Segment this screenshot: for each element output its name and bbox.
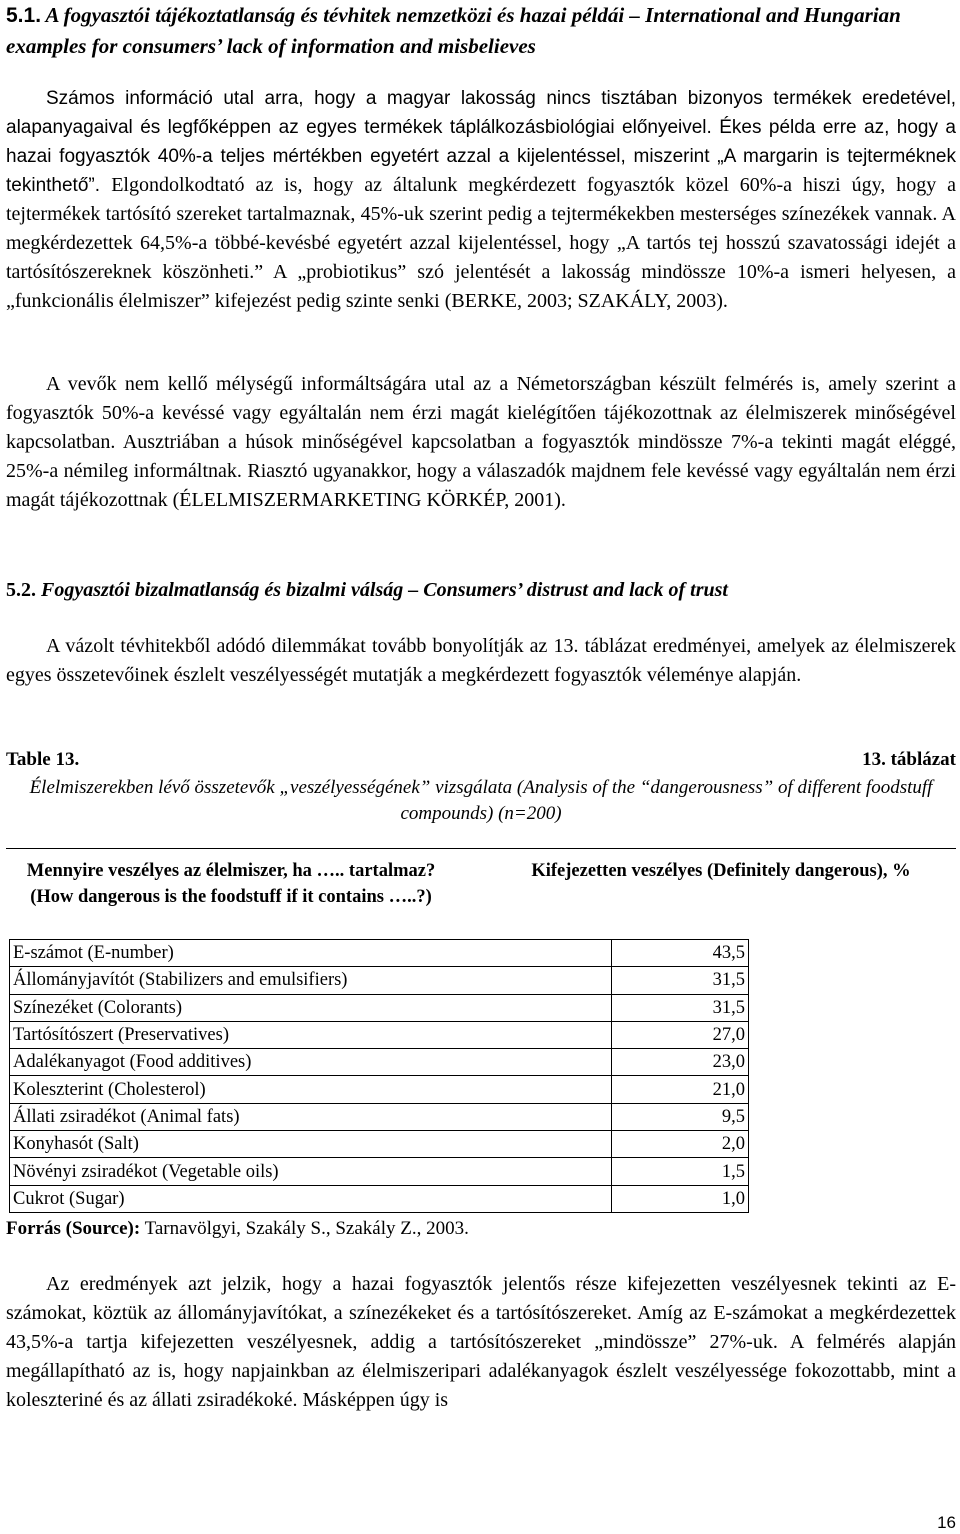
table-cell-value: 31,5 — [612, 994, 749, 1021]
table-row — [10, 1185, 749, 1212]
table-cell-item: Koleszterint (Cholesterol) — [10, 1076, 612, 1103]
table-cell-item: Növényi zsiradékot (Vegetable oils) — [10, 1158, 612, 1185]
table-cell-value: 2,0 — [612, 1131, 749, 1158]
section-heading-5-2 — [6, 576, 956, 604]
table-label-en: Table 13. — [6, 749, 80, 770]
source-label: Forrás (Source): — [6, 1218, 141, 1239]
table-row — [10, 1158, 749, 1185]
source-text: Tarnavölgyi, Szakály S., Szakály Z., 2003. — [140, 1218, 469, 1239]
table-caption: Élelmiszerekben lévő összetevők „veszélyességének” vizsgálata (Analysis of the “dangerousness” of different foodstuff compounds) (n=200) — [29, 777, 933, 824]
section-title: Fogyasztói bizalmatlanság és bizalmi válság – Consumers’ distrust and lack of trust — [41, 579, 728, 601]
table-label-hu: 13. táblázat — [862, 749, 956, 770]
page-number: 16 — [937, 1513, 956, 1532]
paragraph-3-text: A vázolt tévhitekből adódó dilemmákat tovább bonyolítják az 13. táblázat eredményei, amelyek az élelmiszerek egyes összetevőinek észlelt veszélyességét mutatják a megkérdezett fogyasztók véleménye alapján. — [6, 635, 956, 686]
paragraph-2 — [6, 370, 956, 515]
table-row — [10, 1076, 749, 1103]
table-row — [10, 1103, 749, 1130]
table-cell-item: Tartósítószert (Preservatives) — [10, 1021, 612, 1048]
table-cell-value: 1,0 — [612, 1185, 749, 1212]
table-header-left: Mennyire veszélyes az élelmiszer, ha ….. tartalmaz? (How dangerous is the foodstuff if it contains …..?) — [26, 861, 436, 907]
paragraph-4-text: Az eredmények azt jelzik, hogy a hazai fogyasztók jelentős része kifejezetten veszélyesnek tekinti az E-számokat, köztük az állományjavítókat, a színezékeket és a tartósítószereket. Amíg az E-számokat a megkérdezettek 43,5%-a tartja kifejezetten veszélyesnek, addig a tartósítószereket „mindössze” 27%-uk. A felmérés alapján megállapítható az is, hogy napjainkban az élelmiszeripari adalékanyagok észlelt veszélyessége fokozottabb, mint a koleszteriné és az állati zsiradékoké. Másképpen úgy is — [6, 1273, 956, 1411]
table-cell-value: 21,0 — [612, 1076, 749, 1103]
table-cell-item: Állományjavítót (Stabilizers and emulsifiers) — [10, 967, 612, 994]
table-cell-value: 23,0 — [612, 1049, 749, 1076]
paragraph-3 — [6, 632, 956, 690]
table-cell-value: 31,5 — [612, 967, 749, 994]
table-top-rule — [6, 848, 956, 849]
paragraph-4 — [6, 1270, 956, 1415]
section-number: 5.2. — [6, 579, 36, 601]
table-cell-value: 9,5 — [612, 1103, 749, 1130]
table-cell-item: Adalékanyagot (Food additives) — [10, 1049, 612, 1076]
section-number: 5.1. — [6, 4, 42, 27]
table-header-right: Kifejezetten veszélyes (Definitely dangerous), % — [531, 861, 911, 881]
table-cell-item: Állati zsiradékot (Animal fats) — [10, 1103, 612, 1130]
paragraph-1-text: Számos információ utal arra, hogy a magyar lakosság nincs tisztában bizonyos termékek eredetével, alapanyagaival és legfőképpen az egyes termékek táplálkozásbiológiai előnyeivel. Ékes példa erre az, hogy a hazai fogyasztók 40%-a teljes mértékben egyetért azzal a kijelentéssel, miszerint „A margarin is tejterméknek tekinthető”. — [6, 88, 956, 196]
table-row — [10, 994, 749, 1021]
table-row — [10, 940, 749, 967]
table-row — [10, 967, 749, 994]
table-row — [10, 1131, 749, 1158]
section-title: A fogyasztói tájékoztatlanság és tévhitek nemzetközi és hazai példái – International and Hungarian examples for consumers’ lack of information and misbelieves — [6, 3, 901, 58]
table-cell-item: Cukrot (Sugar) — [10, 1185, 612, 1212]
table-cell-item: Színezéket (Colorants) — [10, 994, 612, 1021]
paragraph-1 — [6, 84, 956, 316]
table-cell-item: Konyhasót (Salt) — [10, 1131, 612, 1158]
table-cell-item: E-számot (E-number) — [10, 940, 612, 967]
paragraph-1b-text: Elgondolkodtató az is, hogy az általunk megkérdezett fogyasztók közel 60%-a hiszi úgy, hogy a tejtermékek tartósító szereket tartalmaznak, 45%-uk szerint pedig a tejtermékekben mesterséges színezékek vannak. A megkérdezettek 64,5%-a többé-kevésbé egyetért azzal kijelentéssel, hogy „A tartós tej hosszú szavatossági idejét a tartósítószereknek köszönheti.” A „probiotikus” szó jelentését a lakosság mindössze 10%-a ismeri helyesen, a „funkcionális élelmiszer” kifejezést pedig szinte senki (BERKE, 2003; SZAKÁLY, 2003). — [6, 174, 957, 312]
section-heading-5-1 — [6, 0, 956, 61]
table-cell-value: 27,0 — [612, 1021, 749, 1048]
table-source — [6, 1218, 469, 1240]
data-table — [9, 939, 749, 1213]
table-cell-value: 43,5 — [612, 940, 749, 967]
paragraph-2-text: A vevők nem kellő mélységű informáltságára utal az a Németországban készült felmérés is, amely szerint a fogyasztók 50%-a kevéssé vagy egyáltalán nem érzi magát kielégítően tájékozottnak az élelmiszerek minőségével kapcsolatban. Ausztriában a húsok minőségével kapcsolatban a fogyasztók mindössze 7%-a tekinti magát eléggé, 25%-a némileg informáltnak. Riasztó ugyanakkor, hogy a válaszadók majdnem fele kevéssé vagy egyáltalán nem érzi magát tájékozottnak (ÉLELMISZERMARKETING KÖRKÉP, 2001). — [6, 373, 956, 511]
table-row — [10, 1049, 749, 1076]
table-cell-value: 1,5 — [612, 1158, 749, 1185]
table-row — [10, 1021, 749, 1048]
